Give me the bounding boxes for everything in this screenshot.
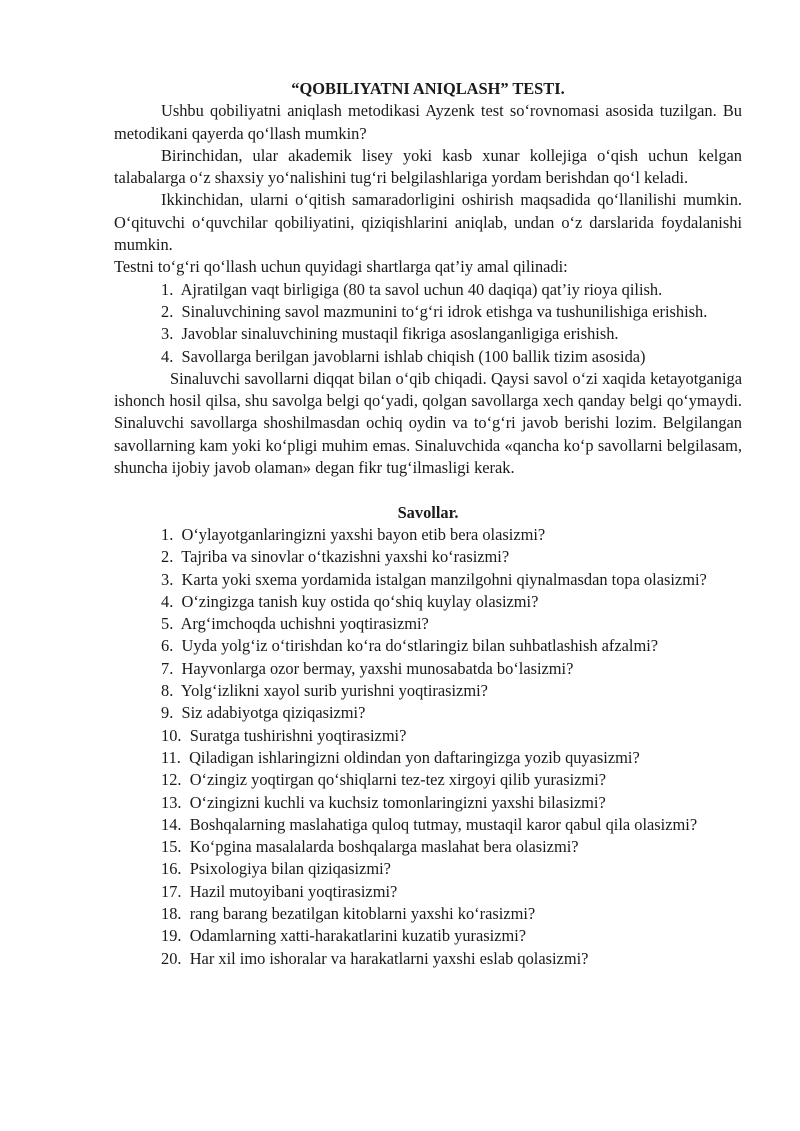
question-number: 18. <box>161 903 182 923</box>
question-item <box>114 747 742 769</box>
question-number: 5. <box>161 614 174 634</box>
question-text: Yolg‘izlikni xayol surib yurishni yoqtirasizmi? <box>180 681 488 701</box>
question-item <box>114 769 742 791</box>
question-number: 20. <box>161 948 182 968</box>
question-item <box>114 903 742 925</box>
condition-item-2 <box>114 301 742 323</box>
question-text: rang barang bezatilgan kitoblarni yaxshi ko‘rasizmi? <box>189 903 536 923</box>
document-page <box>114 78 742 970</box>
question-item <box>114 925 742 947</box>
question-item <box>114 635 742 657</box>
question-number: 2. <box>161 547 174 567</box>
question-number: 15. <box>161 837 182 857</box>
question-text: Qiladigan ishlaringizni oldindan yon daftaringizga yozib quyasizmi? <box>189 747 640 767</box>
question-item <box>114 948 742 970</box>
question-item <box>114 836 742 858</box>
question-number: 13. <box>161 792 182 812</box>
question-number: 6. <box>161 636 174 656</box>
question-text: Ko‘pgina masalalarda boshqalarga maslahat bera olasizmi? <box>189 837 579 857</box>
question-item <box>114 702 742 724</box>
question-item <box>114 680 742 702</box>
question-number: 3. <box>161 569 174 589</box>
question-text: Uyda yolg‘iz o‘tirishdan ko‘ra do‘stlaringiz bilan suhbatlashish afzalmi? <box>181 636 659 656</box>
question-number: 9. <box>161 703 174 723</box>
condition-item-4 <box>114 346 742 368</box>
questions-list <box>114 524 742 970</box>
question-number: 16. <box>161 859 182 879</box>
question-text: Arg‘imchoqda uchishni yoqtirasizmi? <box>180 614 429 634</box>
question-item <box>114 881 742 903</box>
condition-number: 3. <box>161 324 174 344</box>
question-text: Karta yoki sxema yordamida istalgan manzilgohni qiynalmasdan topa olasizmi? <box>181 569 707 589</box>
question-number: 7. <box>161 658 174 678</box>
question-number: 8. <box>161 681 174 701</box>
question-text: Boshqalarning maslahatiga quloq tutmay, mustaqil karor qabul qila olasizmi? <box>189 814 698 834</box>
question-item <box>114 591 742 613</box>
condition-text: Javoblar sinaluvchining mustaqil fikriga asoslanganligiga erishish. <box>181 324 619 344</box>
conditions-list <box>114 279 742 368</box>
instructions-paragraph: Sinaluvchi savollarni diqqat bilan o‘qib chiqadi. Qaysi savol o‘zi xaqida ketayotganiga ishonch hosil qilsa, shu savolga belgi qo‘yadi, qolgan savollarga xech qanday belgi qo‘ymaydi. Sinaluvchi savollarga shoshilmasdan ochiq oydin va to‘g‘ri javob berishi lozim. Belgilangan savollarning kam yoki ko‘pligi muhim emas. Sinaluvchida «qancha ko‘p savollarni belgilasam, shuncha ijobiy javob olaman» degan fikr tug‘ilmasligi kerak. <box>114 368 742 478</box>
question-number: 12. <box>161 770 182 790</box>
question-text: Siz adabiyotga qiziqasizmi? <box>181 703 366 723</box>
question-text: O‘zingizni kuchli va kuchsiz tomonlaringizni yaxshi bilasizmi? <box>189 792 606 812</box>
question-item <box>114 524 742 546</box>
question-item <box>114 858 742 880</box>
questions-title: Savollar. <box>397 502 459 522</box>
question-item <box>114 569 742 591</box>
intro-paragraph-3: Ikkinchidan, ularni o‘qitish samaradorligini oshirish maqsadida qo‘llanilishi mumkin. O‘qituvchi o‘quvchilar qobiliyatini, qiziqishlarini aniqlab, undan o‘z darslarida foydalanishi mumkin. <box>114 190 742 255</box>
question-item <box>114 658 742 680</box>
condition-item-1 <box>114 279 742 301</box>
question-number: 14. <box>161 814 182 834</box>
condition-text: Sinaluvchining savol mazmunini to‘g‘ri idrok etishga va tushunilishiga erishish. <box>181 301 708 321</box>
question-number: 17. <box>161 881 182 901</box>
condition-number: 2. <box>161 301 174 321</box>
conditions-lead: Testni to‘g‘ri qo‘llash uchun quyidagi shartlarga qat’iy amal qilinadi: <box>114 257 568 277</box>
spacer <box>114 479 742 501</box>
question-number: 1. <box>161 524 174 544</box>
question-text: O‘zingizga tanish kuy ostida qo‘shiq kuylay olasizmi? <box>181 591 539 611</box>
condition-text: Savollarga berilgan javoblarni ishlab chiqish (100 ballik tizim asosida) <box>181 346 646 366</box>
question-text: Tajriba va sinovlar o‘tkazishni yaxshi ko‘rasizmi? <box>181 547 510 567</box>
document-title: “QOBILIYATNI ANIQLASH” TESTI. <box>291 79 565 98</box>
question-number: 11. <box>161 747 181 767</box>
condition-item-3 <box>114 323 742 345</box>
condition-number: 4. <box>161 346 174 366</box>
question-item <box>114 546 742 568</box>
question-item <box>114 814 742 836</box>
question-text: O‘ylayotganlaringizni yaxshi bayon etib bera olasizmi? <box>181 524 546 544</box>
question-item <box>114 725 742 747</box>
question-text: Har xil imo ishoralar va harakatlarni yaxshi eslab qolasizmi? <box>189 948 589 968</box>
question-number: 4. <box>161 591 174 611</box>
intro-paragraph-2: Birinchidan, ular akademik lisey yoki kasb xunar kollejiga o‘qish uchun kelgan talabalarga o‘z shaxsiy yo‘nalishini tug‘ri belgilashlariga yordam berishdan qo‘l keladi. <box>114 145 742 188</box>
question-text: Hayvonlarga ozor bermay, yaxshi munosabatda bo‘lasizmi? <box>181 658 574 678</box>
question-text: Odamlarning xatti-harakatlarini kuzatib yurasizmi? <box>189 926 527 946</box>
condition-text: Ajratilgan vaqt birligiga (80 ta savol uchun 40 daqiqa) qat’iy rioya qilish. <box>180 279 663 299</box>
question-text: O‘zingiz yoqtirgan qo‘shiqlarni tez-tez xirgoyi qilib yurasizmi? <box>189 770 607 790</box>
question-text: Hazil mutoyibani yoqtirasizmi? <box>189 881 398 901</box>
condition-number: 1. <box>161 279 174 299</box>
question-text: Suratga tushirishni yoqtirasizmi? <box>189 725 407 745</box>
question-item <box>114 613 742 635</box>
question-number: 10. <box>161 725 182 745</box>
question-item <box>114 792 742 814</box>
intro-paragraph-1: Ushbu qobiliyatni aniqlash metodikasi Ayzenk test so‘rovnomasi asosida tuzilgan. Bu metodikani qayerda qo‘llash mumkin? <box>114 101 742 143</box>
question-text: Psixologiya bilan qiziqasizmi? <box>189 859 391 879</box>
question-number: 19. <box>161 926 182 946</box>
